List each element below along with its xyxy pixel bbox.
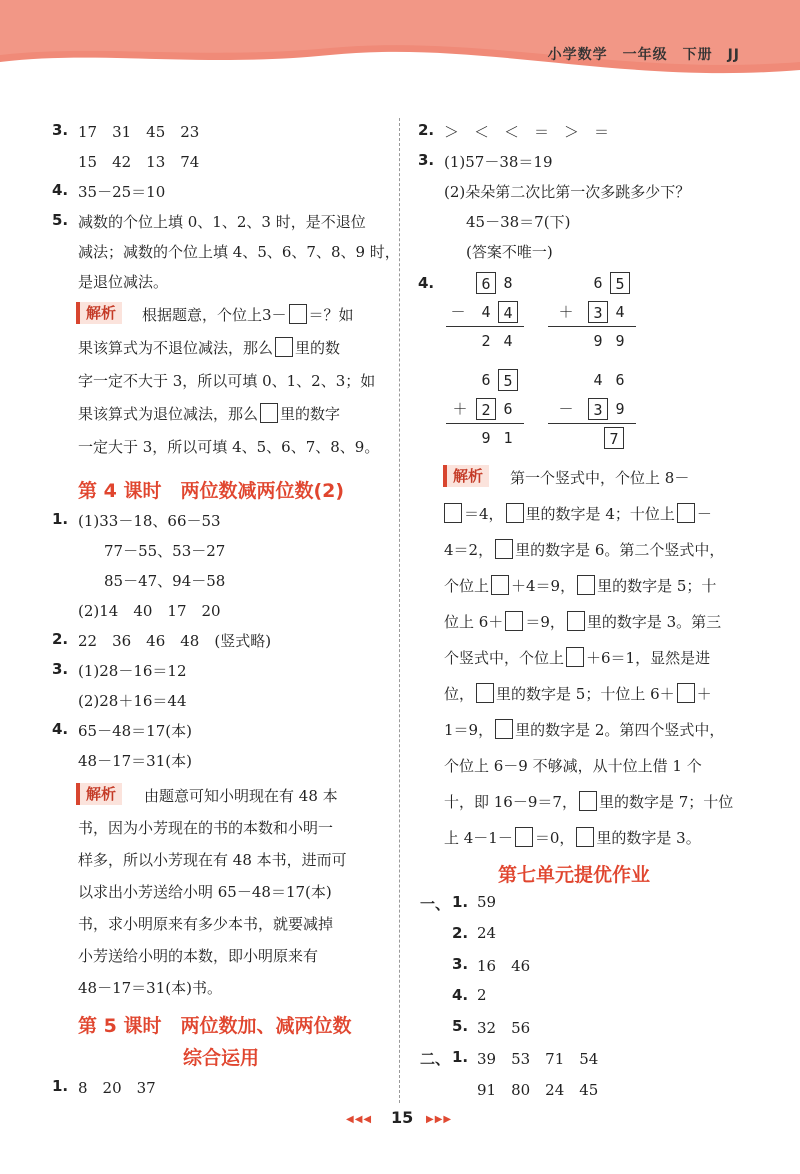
q5-line1: 减数的个位上填 0、1、2、3 时，是不退位 — [78, 213, 366, 231]
analysis3-line1: 第一个竖式中，个位上 8－ — [510, 469, 690, 487]
rq4-number: 4. — [418, 274, 435, 292]
calc4-b1-box: 3 — [588, 398, 608, 420]
header-band — [0, 0, 800, 80]
calc1-b2-box: 4 — [498, 301, 518, 323]
calc1-operator: － — [450, 303, 466, 321]
calc3-b1-box: 2 — [476, 398, 496, 420]
section-title-lesson4: 第 4 课时 两位数减两位数(2) — [78, 480, 345, 502]
u7-p2q1-line2: 91 80 24 45 — [477, 1081, 599, 1099]
u7-q4-answer: 2 — [477, 986, 487, 1004]
analysis-tag: 解析 — [76, 783, 122, 805]
calc1-r1: 2 — [481, 332, 491, 350]
q5-line3: 是退位减法。 — [78, 273, 169, 291]
q4-number: 4. — [52, 181, 69, 199]
u7-q3-answer: 16 46 — [477, 957, 531, 975]
calc2-b1-box: 3 — [588, 301, 608, 323]
analysis2-line1: 由题意可知小明现在有 48 本 — [144, 787, 338, 805]
s4q4-number: 4. — [52, 720, 69, 738]
rq3-line3: 45－38＝7(下) — [466, 213, 571, 231]
analysis2-line2: 书，因为小芳现在的书的本数和小明一 — [78, 819, 334, 837]
u7-q5-number: 5. — [452, 1017, 469, 1035]
u7-q4-number: 4. — [452, 986, 469, 1004]
next-arrows-icon: ▶▶▶ — [426, 1114, 453, 1125]
calc4-a2: 6 — [615, 371, 625, 389]
u7-q3-number: 3. — [452, 955, 469, 973]
u7-p2q1-number: 1. — [452, 1048, 469, 1066]
analysis1-line3: 字一定不大于 3，所以可填 0、1、2、3；如 — [78, 372, 376, 390]
u7-part1-label: 一、 — [420, 895, 451, 913]
u7-part2-label: 二、 — [420, 1050, 451, 1068]
calc4-b2: 9 — [615, 400, 625, 418]
rq3-number: 3. — [418, 151, 435, 169]
calc3-a2-box: 5 — [498, 369, 518, 391]
s4q3-line2: (2)28＋16＝44 — [78, 692, 187, 710]
header-wave — [0, 0, 800, 80]
s4q3-line1: (1)28－16＝12 — [78, 662, 187, 680]
u7-q5-answer: 32 56 — [477, 1019, 531, 1037]
book-title: 小学数学 一年级 下册 JJ — [547, 47, 740, 63]
s5q1-line1: 8 20 37 — [78, 1079, 156, 1097]
calc3-line — [446, 423, 524, 424]
analysis2-line4: 以求出小芳送给小明 65－48＝17(本) — [78, 883, 332, 901]
analysis3-line9: 个位上 6－9 不够减，从十位上借 1 个 — [444, 757, 702, 775]
calc3-a1: 6 — [481, 371, 491, 389]
analysis3-line6: 个竖式中，个位上 ＋6＝1，显然是进 — [444, 649, 711, 667]
calc2-line — [548, 326, 636, 327]
calc1-r2: 4 — [503, 332, 513, 350]
q3-number: 3. — [52, 121, 69, 139]
q3-line2: 15 42 13 74 — [78, 153, 200, 171]
q3-line1: 17 31 45 23 — [78, 123, 200, 141]
calc4-a1: 4 — [593, 371, 603, 389]
calc1-a2: 8 — [503, 274, 513, 292]
u7-q1-number: 1. — [452, 893, 469, 911]
calc1-line — [446, 326, 524, 327]
calc1-a1-box: 6 — [476, 272, 496, 294]
s4q4-line1: 65－48＝17(本) — [78, 722, 192, 740]
calc3-operator: ＋ — [452, 400, 468, 418]
s4q1-line4: (2)14 40 17 20 — [78, 602, 221, 620]
analysis1-line2: 果该算式为不退位减法，那么 里的数 — [78, 339, 341, 357]
analysis-tag: 解析 — [443, 465, 489, 487]
calc1-b1: 4 — [481, 303, 491, 321]
page-number: 15 — [391, 1108, 414, 1127]
section-title-lesson5: 第 5 课时 两位数加、减两位数 — [78, 1015, 352, 1037]
q5-number: 5. — [52, 211, 69, 229]
analysis2-line3: 样多，所以小芳现在有 48 本书，进而可 — [78, 851, 347, 869]
u7-q1-answer: 59 — [477, 893, 497, 911]
calc2-r1: 9 — [593, 332, 603, 350]
s4q1-line2: 77－55、53－27 — [104, 542, 226, 560]
u7-p2q1-line1: 39 53 71 54 — [477, 1050, 599, 1068]
analysis3-line11: 上 4－1－ ＝0， 里的数字是 3。 — [444, 829, 701, 847]
analysis1-line1: 根据题意，个位上3－ ＝？如 — [142, 306, 354, 324]
calc2-b2: 4 — [615, 303, 625, 321]
q4-line1: 35－25＝10 — [78, 183, 166, 201]
s4q1-line1: (1)33－18、66－53 — [78, 512, 221, 530]
analysis2-line6: 小芳送给小明的本数，即小明原来有 — [78, 947, 319, 965]
s4q1-line3: 85－47、94－58 — [104, 572, 226, 590]
analysis3-line10: 十，即 16－9＝7， 里的数字是 7；十位 — [444, 793, 734, 811]
calc2-operator: ＋ — [558, 303, 574, 321]
s4q4-line2: 48－17＝31(本) — [78, 752, 192, 770]
rq2-line1: ＞ ＜ ＜ ＝ ＞ ＝ — [444, 123, 610, 141]
calc4-line — [548, 423, 636, 424]
section-title-lesson5-cont: 综合运用 — [183, 1047, 260, 1069]
analysis1-line4: 果该算式为退位减法，那么 里的数字 — [78, 405, 341, 423]
analysis3-line2: ＝4， 里的数字是 4；十位上 － — [442, 503, 712, 524]
u7-q2-number: 2. — [452, 924, 469, 942]
prev-arrows-icon: ◀◀◀ — [346, 1114, 373, 1125]
s4q2-number: 2. — [52, 630, 69, 648]
calc2-r2: 9 — [615, 332, 625, 350]
analysis1-line5: 一定大于 3，所以可填 4、5、6、7、8、9。 — [78, 438, 380, 456]
analysis3-line7: 位， 里的数字是 5；十位上 6＋ ＋ — [444, 685, 712, 703]
calc2-a2-box: 5 — [610, 272, 630, 294]
section-title-unit7: 第七单元提优作业 — [498, 864, 651, 886]
calc3-b2: 6 — [503, 400, 513, 418]
q5-line2: 减法；减数的个位上填 4、5、6、7、8、9 时， — [78, 243, 400, 261]
s4q2-line1: 22 36 46 48 (竖式略) — [78, 632, 272, 650]
analysis3-line5: 位上 6＋ ＝9， 里的数字是 3。第三 — [444, 613, 722, 631]
rq3-line2: (2)朵朵第二次比第一次多跳多少下？ — [444, 183, 691, 201]
analysis3-line4: 个位上 ＋4＝9， 里的数字是 5；十 — [444, 577, 717, 595]
analysis3-line8: 1＝9， 里的数字是 2。第四个竖式中， — [444, 721, 725, 739]
analysis-tag: 解析 — [76, 302, 122, 324]
analysis2-line7: 48－17＝31(本)书。 — [78, 979, 222, 997]
calc4-operator: － — [558, 400, 574, 418]
u7-q2-answer: 24 — [477, 924, 497, 942]
calc2-a1: 6 — [593, 274, 603, 292]
s4q1-number: 1. — [52, 510, 69, 528]
calc4-r2-box: 7 — [604, 427, 624, 449]
calc3-r1: 9 — [481, 429, 491, 447]
analysis2-line5: 书，求小明原来有多少本书，就要减掉 — [78, 915, 334, 933]
s5q1-number: 1. — [52, 1077, 69, 1095]
s4q3-number: 3. — [52, 660, 69, 678]
rq2-number: 2. — [418, 121, 435, 139]
rq3-line1: (1)57－38＝19 — [444, 153, 553, 171]
column-divider — [399, 118, 400, 1103]
analysis3-line3: 4＝2， 里的数字是 6。第二个竖式中， — [444, 541, 725, 559]
calc3-r2: 1 — [503, 429, 513, 447]
rq3-line4: (答案不唯一) — [466, 243, 553, 261]
